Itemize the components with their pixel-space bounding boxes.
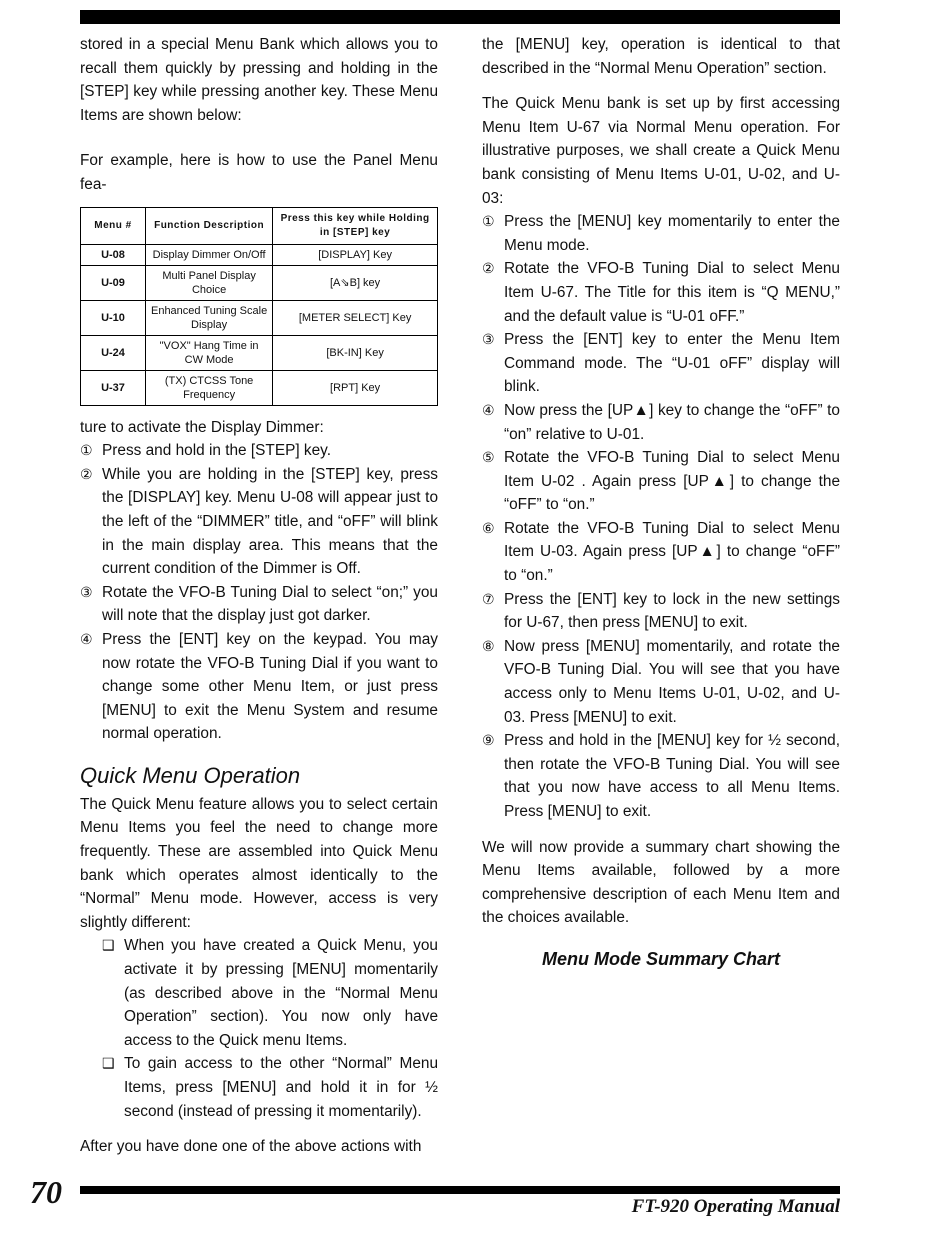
table-cell-key: [METER SELECT] Key [273, 300, 438, 335]
header-rule [80, 10, 840, 24]
footer-rule [80, 1186, 840, 1194]
list-item [482, 635, 840, 729]
table-cell-key: [RPT] Key [273, 370, 438, 405]
list-item [482, 446, 840, 517]
table-cell-desc: Display Dimmer On/Off [146, 244, 273, 265]
list-item [80, 581, 438, 628]
example-intro: For example, here is how to use the Panel Menu fea- [80, 152, 438, 193]
footer-title: FT-920 Operating Manual [631, 1196, 840, 1217]
quick-menu-table [80, 207, 438, 406]
access-bullets [80, 934, 438, 1123]
quick-intro: The Quick Menu feature allows you to select certain Menu Items you feel the need to change more frequently. These are assembled into Quick Menu bank which operates almost identically to the “Normal” Menu mode. However, access is very slightly different: [80, 795, 438, 931]
list-item [80, 439, 438, 463]
step-text: Rotate the VFO-B Tuning Dial to select Menu Item U-67. The Title for this item is “Q MENU,” and the default value is “U-01 oFF.” [504, 260, 840, 325]
step-marker: ⑨ [482, 732, 495, 749]
step-text: Rotate the VFO-B Tuning Dial to select Menu Item U-02 . Again press [UP▲] to change the “oFF” to “on.” [504, 449, 840, 514]
bullet-text: When you have created a Quick Menu, you activate it by pressing [MENU] momentarily (as described above in the “Normal Menu Operation” section). You now only have access to the Quick menu Items. [124, 937, 438, 1049]
summary-chart-title: Menu Mode Summary Chart [541, 948, 781, 969]
step-text: Press and hold in the [MENU] key for ½ second, then rotate the VFO-B Tuning Dial. You will see that you now have access to all Menu Items. Press [MENU] to exit. [504, 732, 840, 820]
setup-paragraph: The Quick Menu bank is set up by first accessing Menu Item U-67 via Normal Menu operation. For illustrative purposes, we shall create a Quick Menu bank consisting of Menu Items U-01, U-02, and U-03: [482, 95, 840, 207]
list-item [80, 463, 438, 581]
table-cell-desc: (TX) CTCSS Tone Frequency [146, 370, 273, 405]
step-text: Rotate the VFO-B Tuning Dial to select Menu Item U-03. Again press [UP▲] to change “oFF” to “on.” [504, 519, 840, 585]
step-marker: ⑧ [482, 637, 495, 654]
list-item [482, 257, 840, 328]
step-marker: ② [80, 465, 93, 482]
list-item [102, 934, 438, 1052]
table-cell-desc: "VOX" Hang Time in CW Mode [146, 335, 273, 370]
table-row [81, 265, 438, 300]
quick-menu-steps [482, 210, 840, 823]
step-text: Press and hold in the [STEP] key. [102, 442, 331, 460]
list-item [482, 588, 840, 635]
table-cell-num: U-24 [81, 335, 146, 370]
list-item [482, 210, 840, 257]
step-marker: ① [80, 442, 93, 459]
table-row [81, 335, 438, 370]
table-row [81, 244, 438, 265]
step-marker: ⑥ [482, 519, 495, 536]
table-cell-num: U-10 [81, 300, 146, 335]
step-text: Now press the [UP▲] key to change the “oFF” to “on” relative to U-01. [504, 401, 840, 443]
list-item [482, 729, 840, 823]
step-text: Rotate the VFO-B Tuning Dial to select “on;” you will note that the display just got darker. [102, 583, 438, 625]
table-header: Function Description [146, 207, 273, 244]
table-header: Press this key while Holding in [STEP] key [273, 207, 438, 244]
table-header: Menu # [81, 207, 146, 244]
table-cell-num: U-37 [81, 370, 146, 405]
step-marker: ② [482, 260, 495, 277]
section-heading: Quick Menu Operation [80, 762, 301, 788]
table-cell-num: U-08 [81, 244, 146, 265]
closing-text: After you have done one of the above actions with [80, 1138, 422, 1156]
step-marker: ④ [482, 401, 495, 418]
table-cell-desc: Enhanced Tuning Scale Display [146, 300, 273, 335]
step-marker: ③ [80, 583, 93, 600]
step-marker: ④ [80, 630, 93, 647]
table-row [81, 370, 438, 405]
table-cell-num: U-09 [81, 265, 146, 300]
list-item [482, 399, 840, 446]
step-marker: ⑦ [482, 590, 495, 607]
table-cell-key: [A⇘B] key [273, 265, 438, 300]
checkbox-bullet-icon: ❑ [102, 1055, 115, 1072]
continued-text: the [MENU] key, operation is identical to that described in the “Normal Menu Operation” section. [482, 36, 840, 77]
left-column [80, 33, 438, 1159]
checkbox-bullet-icon: ❑ [102, 937, 115, 954]
table-row [81, 300, 438, 335]
step-text: Press the [ENT] key on the keypad. You may now rotate the VFO-B Tuning Dial if you want to change some other Menu Item, or just press [MENU] to exit the Menu System and resume normal operation. [102, 630, 438, 743]
intro-paragraph: stored in a special Menu Bank which allows you to recall them quickly by pressing and holding in the [STEP] key while pressing another key. These Menu Items are shown below: [80, 36, 438, 124]
step-text: While you are holding in the [STEP] key, press the [DISPLAY] key. Menu U-08 will appear just to the left of the “DIMMER” title, and “oFF” will blink in the main display area. This means that the current condition of the Dimmer is Off. [102, 465, 438, 578]
table-cell-key: [BK-IN] Key [273, 335, 438, 370]
after-table-text: ture to activate the Display Dimmer: [80, 418, 324, 436]
table-cell-key: [DISPLAY] Key [273, 244, 438, 265]
list-item [482, 328, 840, 399]
table-header-row [81, 207, 438, 244]
page-number: 70 [30, 1174, 62, 1210]
bullet-text: To gain access to the other “Normal” Menu Items, press [MENU] and hold it in for ½ second (instead of pressing it momentarily). [124, 1055, 438, 1120]
step-text: Press the [MENU] key momentarily to enter the Menu mode. [504, 213, 840, 254]
list-item [482, 517, 840, 588]
table-cell-desc: Multi Panel Display Choice [146, 265, 273, 300]
dimmer-steps [80, 439, 438, 746]
step-text: Press the [ENT] key to lock in the new settings for U-67, then press [MENU] to exit. [504, 590, 840, 632]
step-marker: ① [482, 213, 495, 230]
step-text: Now press [MENU] momentarily, and rotate the VFO-B Tuning Dial. You will see that you have access only to Menu Items U-01, U-02, and U-03. Press [MENU] to exit. [504, 637, 840, 726]
list-item [102, 1052, 438, 1123]
summary-paragraph: We will now provide a summary chart showing the Menu Items available, followed by a more comprehensive description of each Menu Item and the choices available. [482, 838, 840, 927]
step-marker: ③ [482, 331, 495, 348]
list-item [80, 628, 438, 746]
right-column [482, 33, 840, 972]
step-text: Press the [ENT] key to enter the Menu Item Command mode. The “U-01 oFF” display will blink. [504, 331, 840, 396]
step-marker: ⑤ [482, 449, 495, 466]
